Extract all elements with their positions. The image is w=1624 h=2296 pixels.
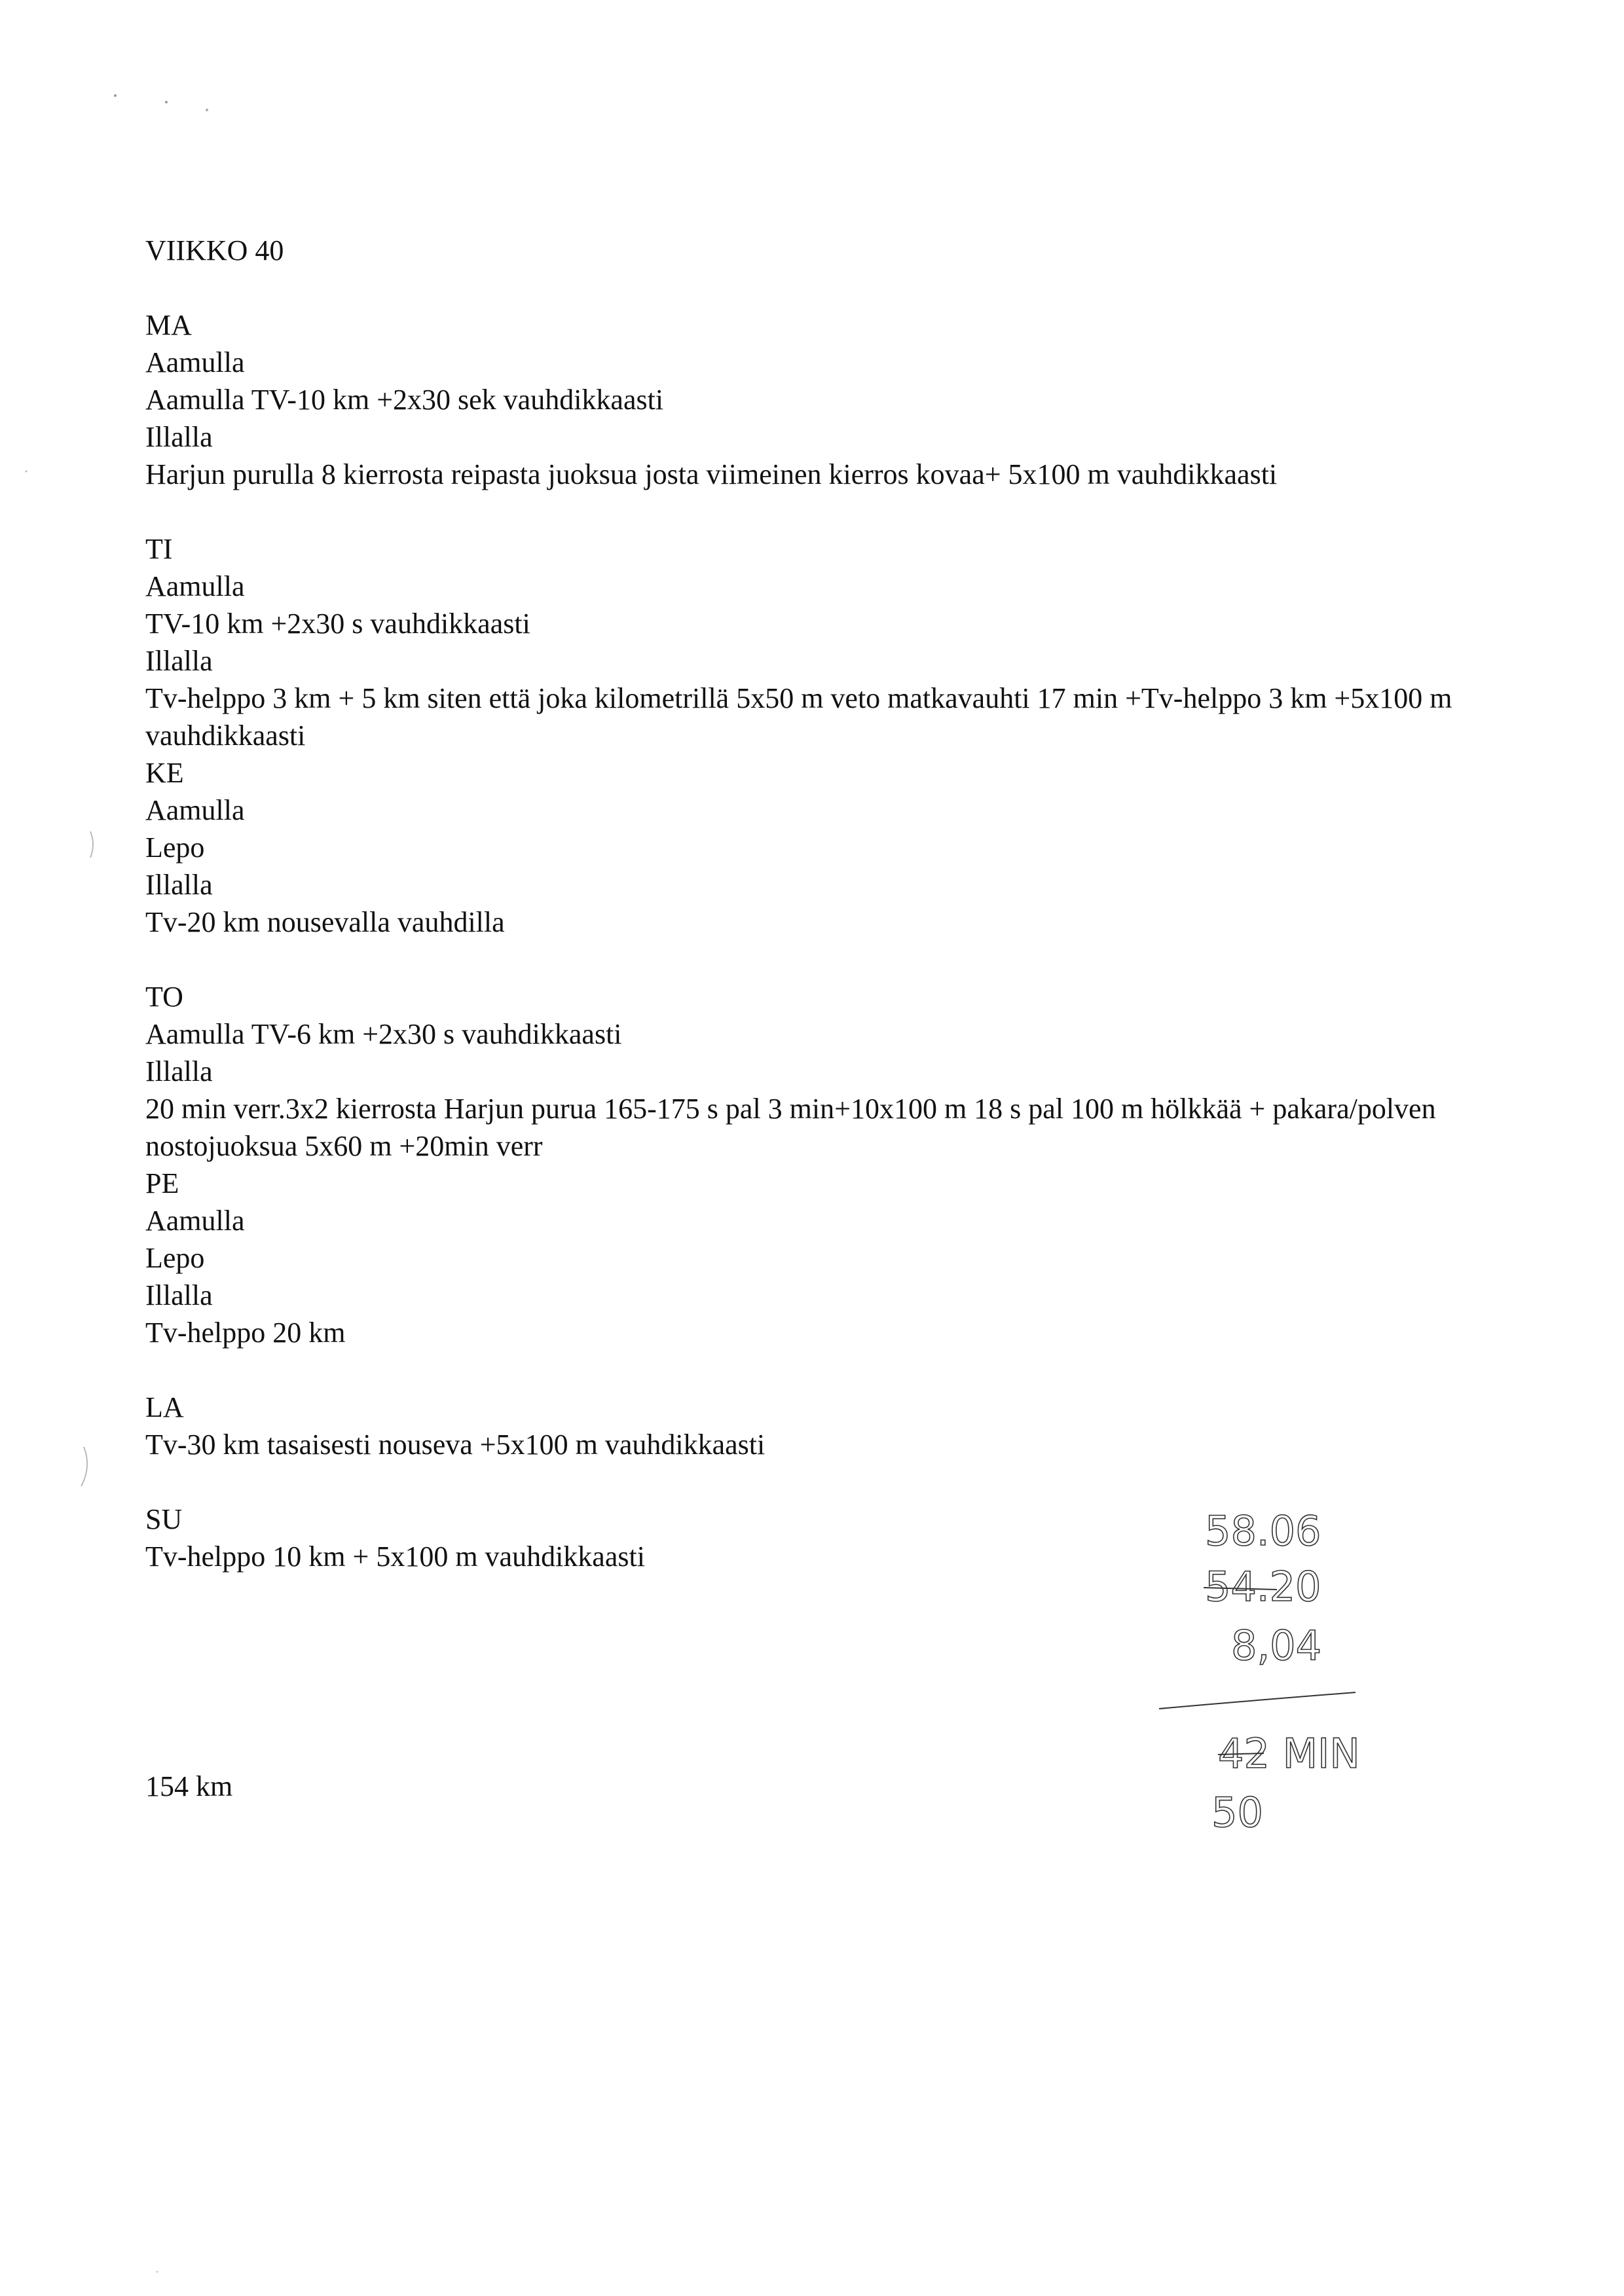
ti-line-4: Tv-helppo 3 km + 5 km siten että joka kilometrillä 5x50 m veto matkavauhti 17 min +Tv-helppo 3 km +5x100 m vauhdikkaasti xyxy=(145,682,1452,752)
handwritten-line-3: 8,04 xyxy=(1231,1622,1322,1669)
day-label-to: TO xyxy=(145,981,183,1013)
pe-line-3: Illalla xyxy=(145,1279,213,1311)
ma-line-3: Illalla xyxy=(145,421,213,453)
pe-line-4: Tv-helppo 20 km xyxy=(145,1317,346,1349)
to-line-2: Illalla xyxy=(145,1055,213,1087)
day-label-pe: PE xyxy=(145,1167,179,1199)
day-label-ke: KE xyxy=(145,757,184,789)
handwritten-line-4: 42 MIN xyxy=(1218,1730,1360,1777)
handwritten-line-1: 58.06 xyxy=(1205,1507,1321,1555)
pe-line-1: Aamulla xyxy=(145,1205,245,1237)
spacer xyxy=(145,941,1494,978)
ma-line-1: Aamulla xyxy=(145,346,245,378)
su-line-1: Tv-helppo 10 km + 5x100 m vauhdikkaasti xyxy=(145,1540,645,1573)
spacer xyxy=(145,1351,1494,1389)
day-label-su: SU xyxy=(145,1503,183,1535)
ma-line-2: Aamulla TV-10 km +2x30 sek vauhdikkaasti xyxy=(145,384,664,416)
training-plan xyxy=(145,232,1494,1575)
ke-line-4: Tv-20 km nousevalla vauhdilla xyxy=(145,906,505,938)
ma-line-4: Harjun purulla 8 kierrosta reipasta juoksua josta viimeinen kierros kovaa+ 5x100 m vauhdikkaasti xyxy=(145,458,1278,490)
ti-line-2: TV-10 km +2x30 s vauhdikkaasti xyxy=(145,608,530,640)
sum-line xyxy=(1159,1692,1356,1709)
la-line-1: Tv-30 km tasaisesti nouseva +5x100 m vauhdikkaasti xyxy=(145,1429,766,1461)
day-label-ti: TI xyxy=(145,533,173,565)
pe-line-2: Lepo xyxy=(145,1242,205,1274)
handwritten-notes xyxy=(1153,1493,1401,1859)
ke-line-2: Lepo xyxy=(145,831,205,864)
ke-line-1: Aamulla xyxy=(145,794,245,826)
to-line-3: 20 min verr.3x2 kierrosta Harjun purua 165-175 s pal 3 min+10x100 m 18 s pal 100 m hölkkää + pakara/polven nostojuoksua 5x60 m +20min verr xyxy=(145,1093,1436,1162)
spacer xyxy=(145,493,1494,530)
weekly-total: 154 km xyxy=(145,1770,233,1802)
spacer xyxy=(145,269,1494,306)
ti-line-3: Illalla xyxy=(145,645,213,677)
ti-line-1: Aamulla xyxy=(145,570,245,602)
day-label-ma: MA xyxy=(145,309,192,341)
to-line-1: Aamulla TV-6 km +2x30 s vauhdikkaasti xyxy=(145,1018,622,1050)
ke-line-3: Illalla xyxy=(145,869,213,901)
day-label-la: LA xyxy=(145,1391,184,1423)
week-heading: VIIKKO 40 xyxy=(145,234,284,266)
handwritten-line-5: 50 xyxy=(1211,1789,1263,1836)
handwritten-line-2: 54.20 xyxy=(1205,1563,1321,1611)
